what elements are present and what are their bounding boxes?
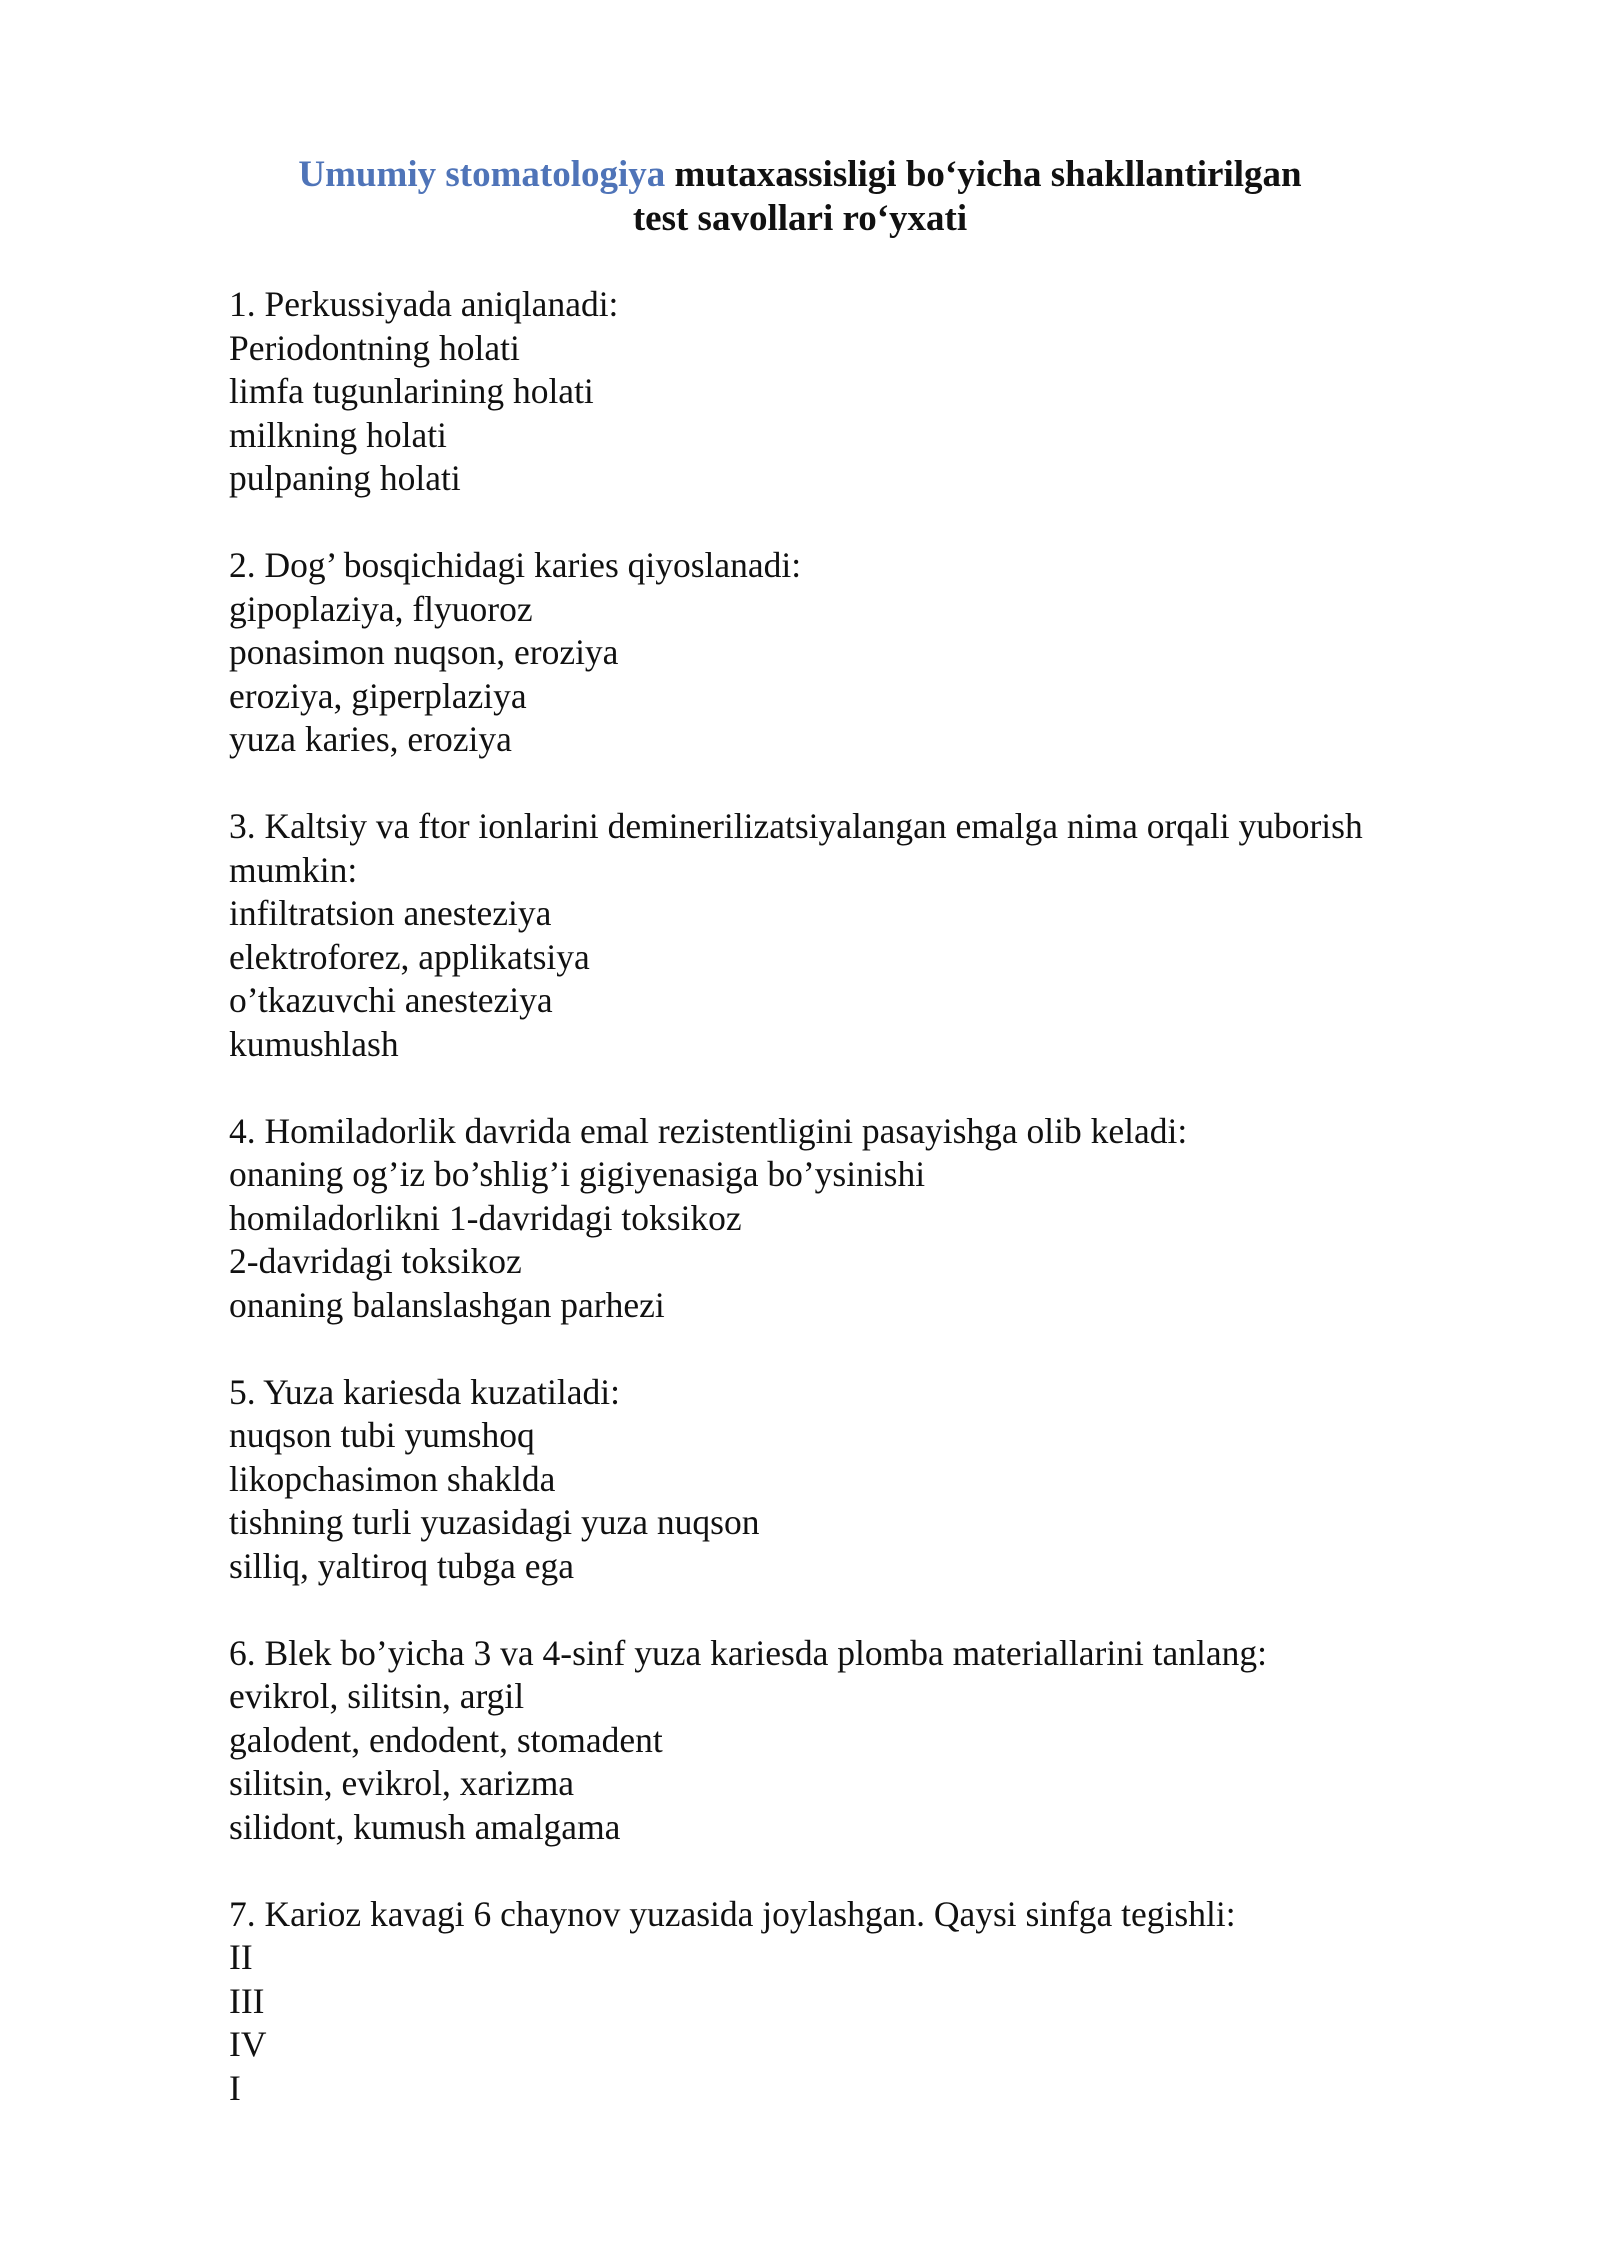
answer-option: limfa tugunlarining holati: [229, 371, 594, 411]
answer-option: III: [229, 1980, 265, 2021]
answer-option: silliq, yaltiroq tubga ega: [229, 1545, 575, 1586]
question-4: [229, 1110, 1449, 1328]
answer-option: gipoplaziya, flyuoroz: [229, 588, 533, 629]
question-text: 3. Kaltsiy va ftor ionlarini deminerilizatsiyalangan emalga nima orqali yuborish mumkin:: [229, 806, 1363, 890]
answer-option: o’tkazuvchi anesteziya: [229, 980, 553, 1020]
question-3: [229, 805, 1449, 1066]
answer-option: yuza karies, eroziya: [229, 719, 512, 759]
title-rest: mutaxassisligi bo‘yicha shakllantirilgan: [665, 154, 1302, 195]
answer-option: 2-davridagi toksikoz: [229, 1241, 522, 1281]
document-title-line-2: test savollari ro‘yxati: [632, 198, 968, 239]
answer-option: II: [229, 1937, 253, 1977]
answer-option: IV: [229, 2024, 267, 2064]
answer-option: I: [229, 2067, 241, 2108]
answer-option: milkning holati: [229, 414, 447, 455]
question-text: 7. Karioz kavagi 6 chaynov yuzasida joylashgan. Qaysi sinfga tegishli:: [229, 1893, 1236, 1934]
question-1: [229, 283, 1449, 501]
question-text: 5. Yuza kariesda kuzatiladi:: [229, 1371, 621, 1412]
answer-option: Periodontning holati: [229, 327, 520, 368]
answer-option: onaning balanslashgan parhezi: [229, 1284, 665, 1325]
question-text: 6. Blek bo’yicha 3 va 4-sinf yuza kariesda plomba materiallarini tanlang:: [229, 1632, 1268, 1673]
answer-option: galodent, endodent, stomadent: [229, 1719, 663, 1760]
answer-option: nuqson tubi yumshoq: [229, 1415, 535, 1455]
answer-option: eroziya, giperplaziya: [229, 675, 527, 716]
question-text: 1. Perkussiyada aniqlanadi:: [229, 284, 619, 324]
document-title-line-1: [0, 153, 1600, 197]
question-7: [229, 1893, 1449, 2111]
question-6: [229, 1632, 1449, 1850]
question-text: 2. Dog’ bosqichidagi karies qiyoslanadi:: [229, 545, 802, 585]
title-specialty: Umumiy stomatologiya: [298, 154, 666, 195]
answer-option: homiladorlikni 1-davridagi toksikoz: [229, 1197, 742, 1238]
answer-option: onaning og’iz bo’shlig’i gigiyenasiga bo’ysinishi: [229, 1154, 926, 1194]
answer-option: kumushlash: [229, 1023, 399, 1064]
question-5: [229, 1371, 1449, 1589]
answer-option: likopchasimon shaklda: [229, 1458, 556, 1499]
question-text: 4. Homiladorlik davrida emal rezistentligini pasayishga olib keladi:: [229, 1110, 1188, 1151]
answer-option: pulpaning holati: [229, 458, 461, 498]
answer-option: elektroforez, applikatsiya: [229, 936, 590, 977]
answer-option: ponasimon nuqson, eroziya: [229, 632, 619, 672]
answer-option: infiltratsion anesteziya: [229, 893, 552, 933]
answer-option: silidont, kumush amalgama: [229, 1806, 621, 1847]
answer-option: silitsin, evikrol, xarizma: [229, 1763, 575, 1803]
answer-option: evikrol, silitsin, argil: [229, 1676, 525, 1716]
question-list: [229, 283, 1449, 2154]
question-2: [229, 544, 1449, 762]
answer-option: tishning turli yuzasidagi yuza nuqson: [229, 1502, 760, 1542]
